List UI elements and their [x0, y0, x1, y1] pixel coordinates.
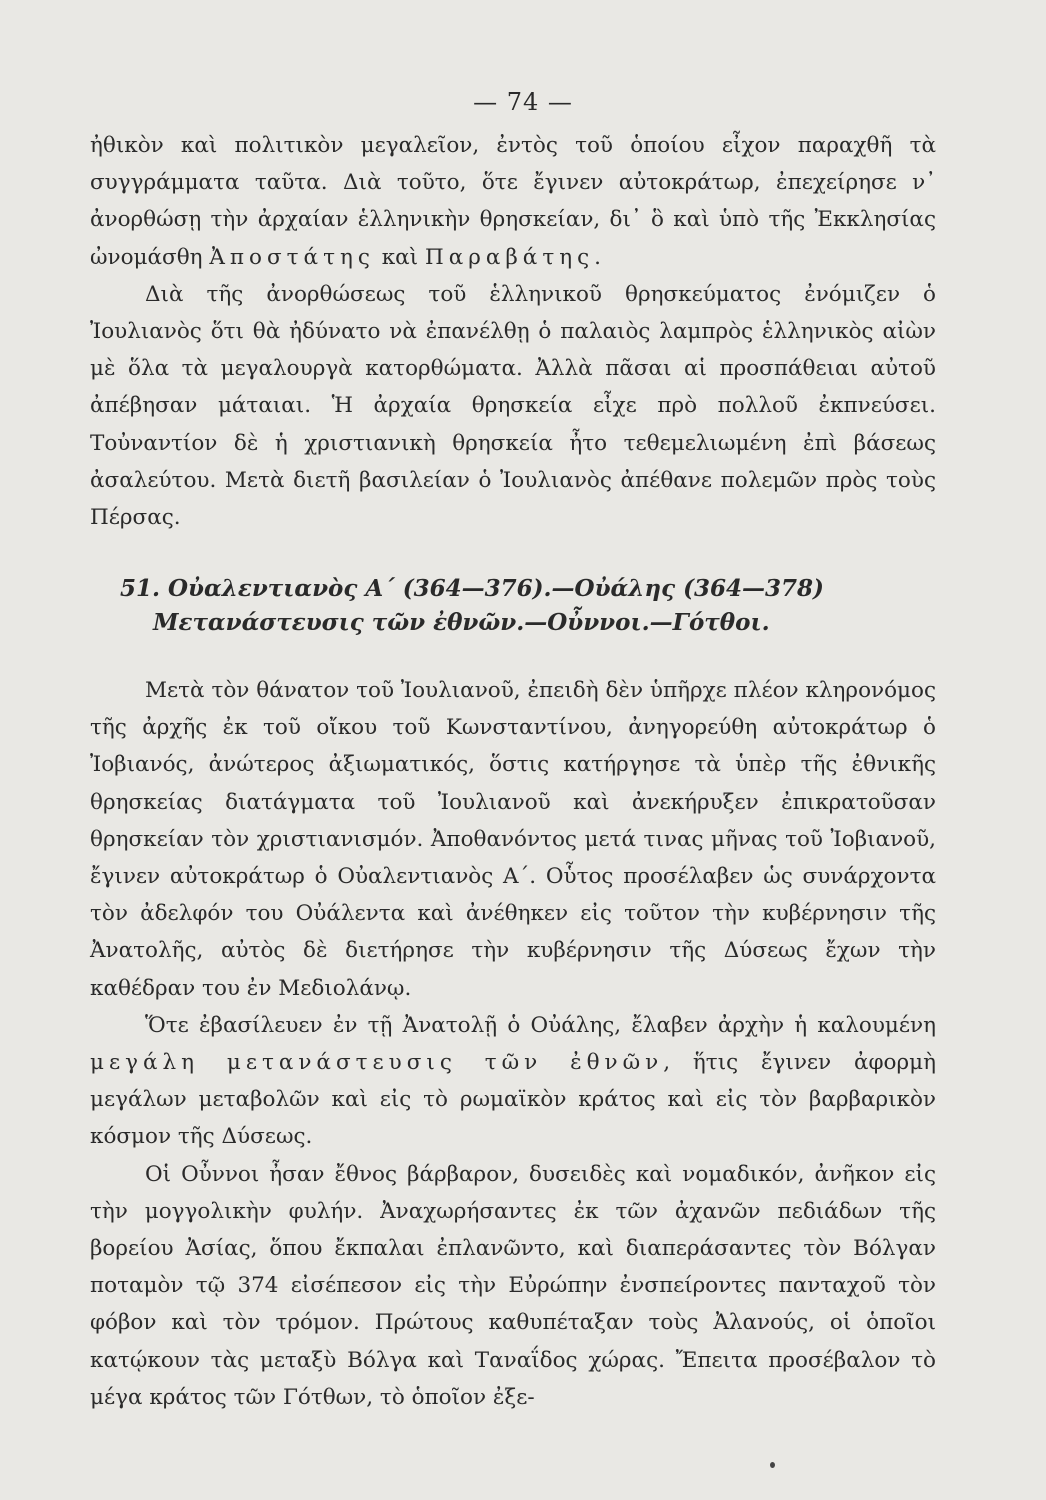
term-great-migration: μεγάλη μετανάστευσις τῶν ἐθνῶν — [90, 1050, 664, 1076]
intro-paragraph-1-text: ἠθικὸν καὶ πολιτικὸν μεγαλεῖον, ἐντὸς τοῦ ὁποίου εἶχον παραχθῆ τὰ συγγράμματα ταῦτα. Διὰ τοῦτο, ὅτε ἔγινεν αὐτοκράτωρ, ἐπεχείρησε ν᾿ ἀνορθώσῃ τὴν ἀρχαίαν ἑλληνικὴν θρησκείαν, δι᾿ ὃ καὶ ὑπὸ τῆς Ἐκκλησίας ὠνομάσθη — [90, 133, 936, 270]
intro-paragraph-2: Διὰ τῆς ἀνορθώσεως τοῦ ἑλληνικοῦ θρησκεύματος ἐνόμιζεν ὁ Ἰουλιανὸς ὅτι θὰ ἠδύνατο νὰ ἐπανέλθῃ ὁ παλαιὸς λαμπρὸς ἑλληνικὸς αἰὼν μὲ ὅλα τὰ μεγαλουργὰ κατορθώματα. Ἀλλὰ πᾶσαι αἱ προσπάθειαι αὐτοῦ ἀπέβησαν μάταιαι. Ἡ ἀρχαία θρησκεία εἶχε πρὸ πολλοῦ ἐκπνεύσει. Τοὐναντίον δὲ ἡ χριστιανικὴ θρησκεία ἦτο τεθεμελιωμένη ἐπὶ βάσεως ἀσαλεύτου. Μετὰ διετῆ βασιλείαν ὁ Ἰουλιανὸς ἀπέθανε πολεμῶν πρὸς τοὺς Πέρσας. — [90, 281, 936, 531]
section-body — [90, 672, 936, 1416]
ink-speck — [770, 1462, 775, 1468]
section-heading-line-2: Μετανάστευσις τῶν ἐθνῶν.—Οὖννοι.—Γότθοι. — [153, 609, 770, 636]
sentence-end: . — [594, 244, 601, 270]
intro-paragraph-1 — [90, 127, 936, 276]
body-paragraph-2 — [90, 1007, 936, 1156]
term-apostate: Ἀποστάτης — [209, 244, 375, 270]
body-paragraph-2-end: , ἥτις ἔγινεν ἀφορμὴ μεγάλων μεταβολῶν καὶ εἰς τὸ ρωμαϊκὸν κράτος καὶ εἰς τὸν βαρβαρικὸν κόσμον τῆς Δύσεως. — [90, 1050, 936, 1150]
term-transgressor: Παραβάτης — [424, 244, 595, 270]
section-heading-line-1: 51. Οὐαλεντιανὸς Α΄ (364—376).—Οὐάλης (364—378) — [120, 575, 824, 602]
conjunction: καὶ — [374, 244, 425, 270]
section-heading — [90, 572, 936, 640]
page-number: — 74 — — [473, 88, 573, 116]
body-paragraph-1: Μετὰ τὸν θάνατον τοῦ Ἰουλιανοῦ, ἐπειδὴ δὲν ὑπῆρχε πλέον κληρονόμος τῆς ἀρχῆς ἐκ τοῦ οἴκου τοῦ Κωνσταντίνου, ἀνηγορεύθη αὐτοκράτωρ ὁ Ἰοβιανός, ἀνώτερος ἀξιωματικός, ὅστις κατήργησε τὰ ὑπὲρ τῆς ἐθνικῆς θρησκείας διατάγματα τοῦ Ἰουλιανοῦ καὶ ἀνεκήρυξεν ἐπικρατοῦσαν θρησκείαν τὸν χριστιανισμόν. Ἀποθανόντος μετά τινας μῆνας τοῦ Ἰοβιανοῦ, ἔγινεν αὐτοκράτωρ ὁ Οὐαλεντιανὸς Α΄. Οὗτος προσέλαβεν ὡς συνάρχοντα τὸν ἀδελφόν του Οὐάλεντα καὶ ἀνέθηκεν εἰς τοῦτον τὴν κυβέρνησιν τῆς Ἀνατολῆς, αὐτὸς δὲ διετήρησε τὴν κυβέρνησιν τῆς Δύσεως ἔχων τὴν καθέδραν του ἐν Μεδιολάνῳ. — [90, 678, 936, 1001]
body-paragraph-2-start: Ὅτε ἐβασίλευεν ἐν τῇ Ἀνατολῇ ὁ Οὐάλης, ἔλαβεν ἀρχὴν ἡ καλουμένη — [145, 1012, 936, 1038]
intro-text — [90, 127, 936, 536]
body-paragraph-3: Οἱ Οὖννοι ἦσαν ἔθνος βάρβαρον, δυσειδὲς καὶ νομαδικόν, ἀνῆκον εἰς τὴν μογγολικὴν φυλήν. Ἀναχωρήσαντες ἐκ τῶν ἀχανῶν πεδιάδων τῆς βορείου Ἀσίας, ὅπου ἔκπαλαι ἐπλανῶντο, καὶ διαπεράσαντες τὸν Βόλγαν ποταμὸν τῷ 374 εἰσέπεσον εἰς τὴν Εὐρώπην ἐνσπείροντες πανταχοῦ τὸν φόβον καὶ τὸν τρόμον. Πρώτους καθυπέταξαν τοὺς Ἀλανούς, οἱ ὁποῖοι κατῴκουν τὰς μεταξὺ Βόλγα καὶ Ταναΐδος χώρας. Ἔπειτα προσέβαλον τὸ μέγα κράτος τῶν Γότθων, τὸ ὁποῖον ἐξε- — [90, 1161, 936, 1410]
